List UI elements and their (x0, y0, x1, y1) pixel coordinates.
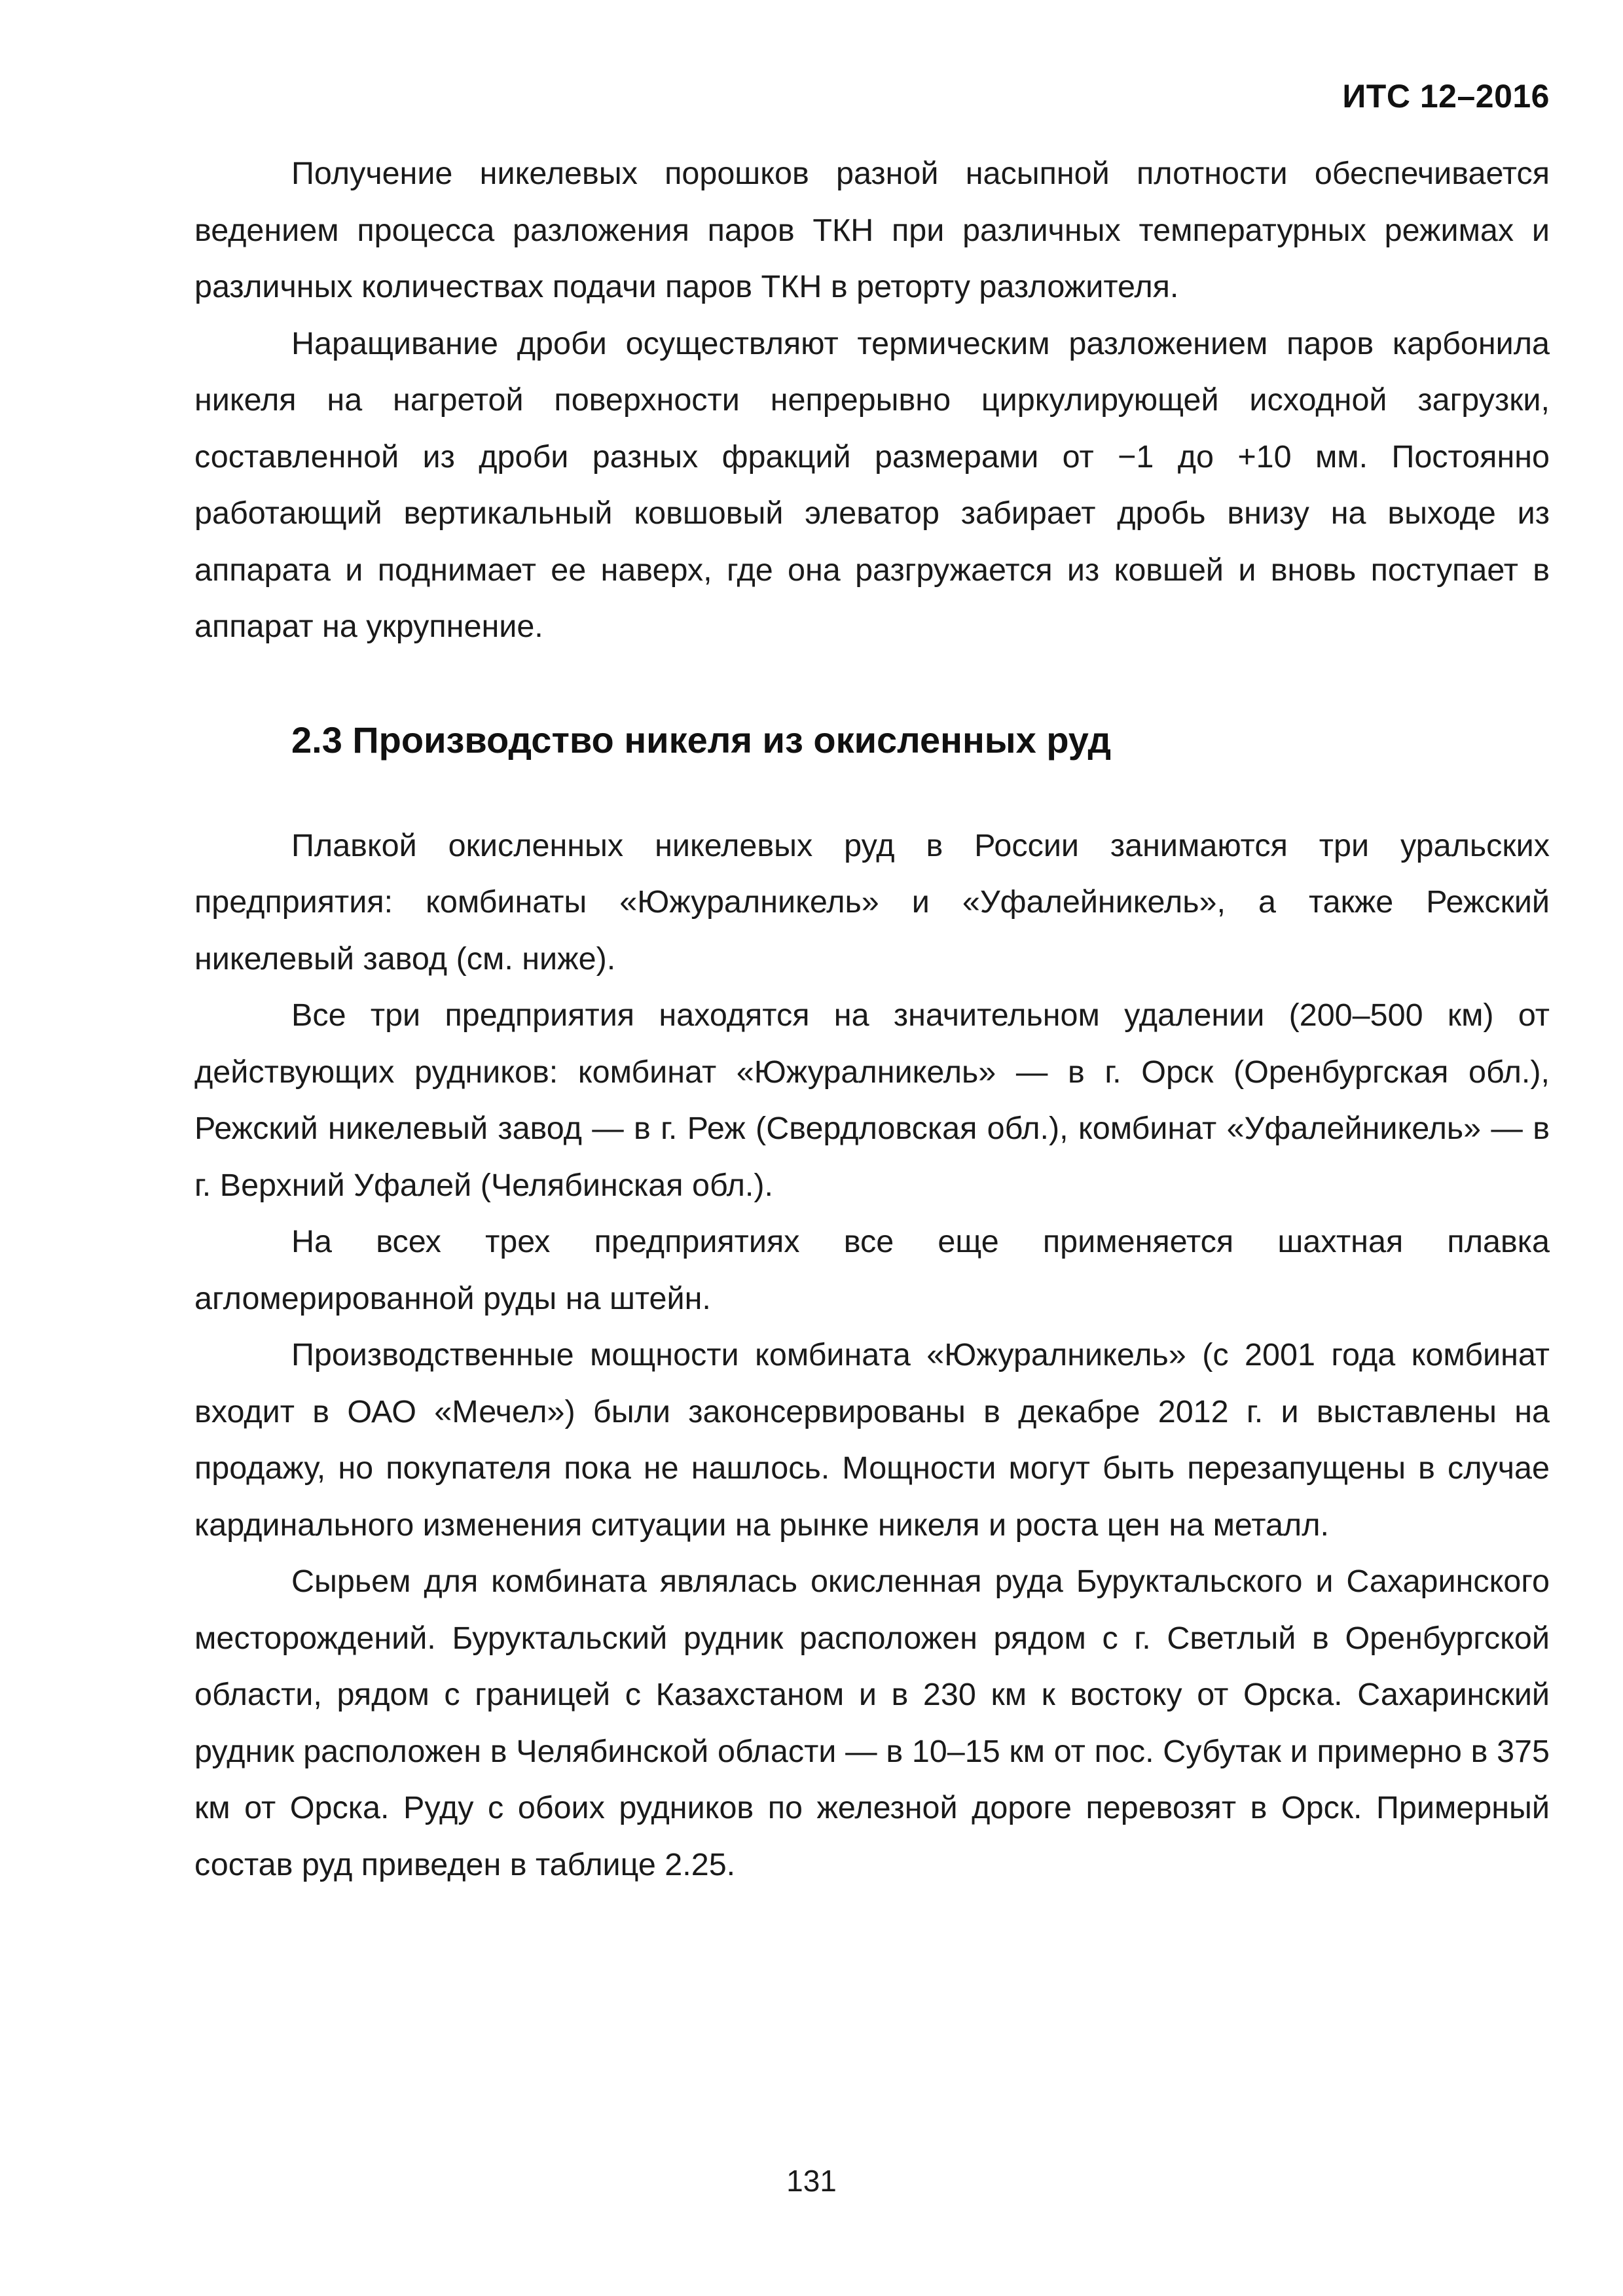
paragraph-shot-buildup: Наращивание дроби осуществляют термическим разложением паров карбонила никеля на нагретой поверхности непрерывно циркулирующей исходной загрузки, составленной из дроби разных фракций размерами от −1 до +10 мм. Постоянно работающий вертикальный ковшовый элеватор забирает дробь внизу на выходе из аппарата и поднимает ее наверх, где она разгружается из ковшей и вновь поступает в аппарат на укрупнение. (194, 325, 1550, 644)
paragraph-nickel-powders: Получение никелевых порошков разной насыпной плотности обеспечивается ведением процесса разложения паров ТКН при различных температурных режимах и различных количествах подачи паров ТКН в реторту разложителя. (194, 156, 1550, 304)
paragraph-ural-enterprises: Плавкой окисленных никелевых руд в России занимаются три уральских предприятия: комбинаты «Южуралникель» и «Уфалейникель», а также Режский никелевый завод (см. ниже). (194, 827, 1550, 977)
section-title: 2.3 Производство никеля из окисленных руд (291, 719, 1112, 761)
paragraph-shaft-smelting: На всех трех предприятиях все еще применяется шахтная плавка агломерированной руды на штейн. (194, 1224, 1550, 1316)
document-code-header: ИТС 12–2016 (1342, 78, 1550, 115)
paragraph-enterprise-locations: Все три предприятия находятся на значительном удалении (200–500 км) от действующих рудников: комбинат «Южуралникель» — в г. Орск (Оренбургская обл.), Режский никелевый завод — в г. Реж (Свердловская обл.), комбинат «Уфалейникель» — в г. Верхний Уфалей (Челябинская обл.). (194, 997, 1550, 1203)
page-content (194, 145, 1550, 1893)
paragraph-ore-deposits: Сырьем для комбината являлась окисленная руда Буруктальского и Сахаринского месторождений. Буруктальский рудник расположен рядом с г. Светлый в Оренбургской области, рядом с границей с Казахстаном и в 230 км к востоку от Орска. Сахаринский рудник расположен в Челябинской области — в 10–15 км от пос. Субутак и примерно в 375 км от Орска. Руду с обоих рудников по железной дороге перевозят в Орск. Примерный состав руд приведен в таблице 2.25. (194, 1564, 1550, 1882)
section-heading-block (194, 717, 1550, 764)
page-number: 131 (786, 2164, 837, 2198)
paragraph-capacity-mothballed: Производственные мощности комбината «Южуралникель» (с 2001 года комбинат входит в ОАО «Мечел») были законсервированы в декабре 2012 г. и выставлены на продажу, но покупателя пока не нашлось. Мощности могут быть перезапущены в случае кардинального изменения ситуации на рынке никеля и роста цен на металл. (194, 1337, 1550, 1543)
